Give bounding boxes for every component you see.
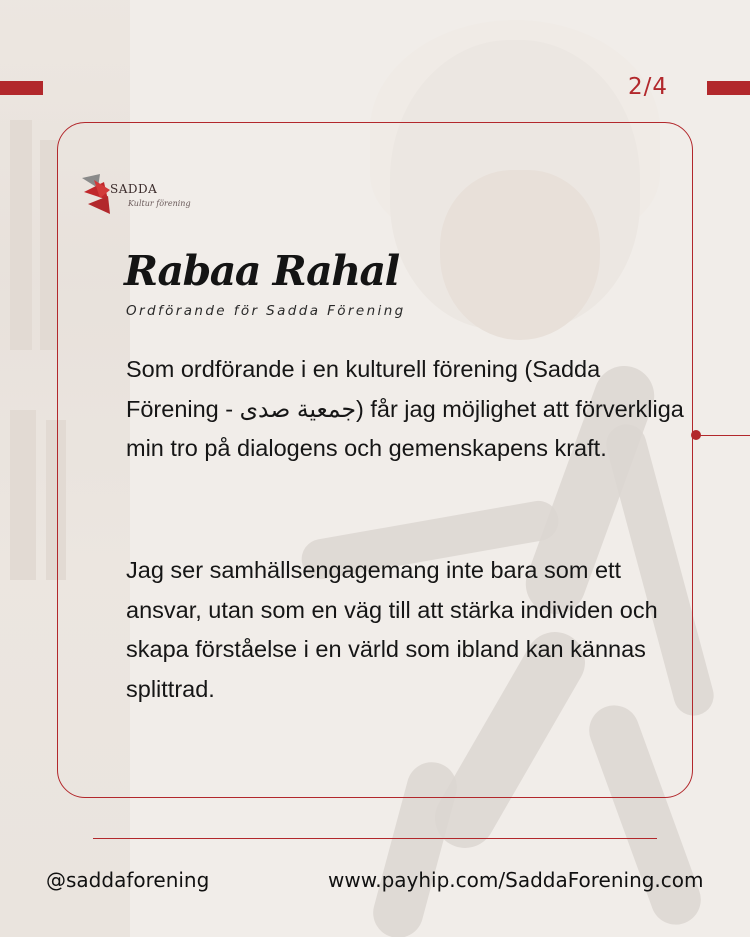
logo-subtitle: Kultur förening xyxy=(128,199,191,208)
body-paragraph-2: Jag ser samhällsengagemang inte bara som ett ansvar, utan som en väg till att stärka individen och skapa förståelse i en värld som ibland kan kännas splittrad. xyxy=(126,557,658,702)
body-paragraph-1: Som ordförande i en kulturell förening (Sadda Förening - جمعية صدى) får jag möjlighet att förverkliga min tro på dialogens och gemenskapens kraft. xyxy=(126,356,684,461)
social-handle-link[interactable]: @saddaforening xyxy=(46,868,210,892)
website-link[interactable]: www.payhip.com/SaddaForening.com xyxy=(328,868,704,892)
accent-bar-right xyxy=(707,81,750,95)
profile-role: Ordförande för Sadda Förening xyxy=(126,303,406,319)
page-counter: 2/4 xyxy=(628,74,669,100)
profile-name: Rabaa Rahal xyxy=(124,247,399,295)
footer-divider xyxy=(93,838,657,839)
connector-line xyxy=(700,435,750,436)
accent-bar-left xyxy=(0,81,43,95)
logo-name: SADDA xyxy=(110,182,158,196)
